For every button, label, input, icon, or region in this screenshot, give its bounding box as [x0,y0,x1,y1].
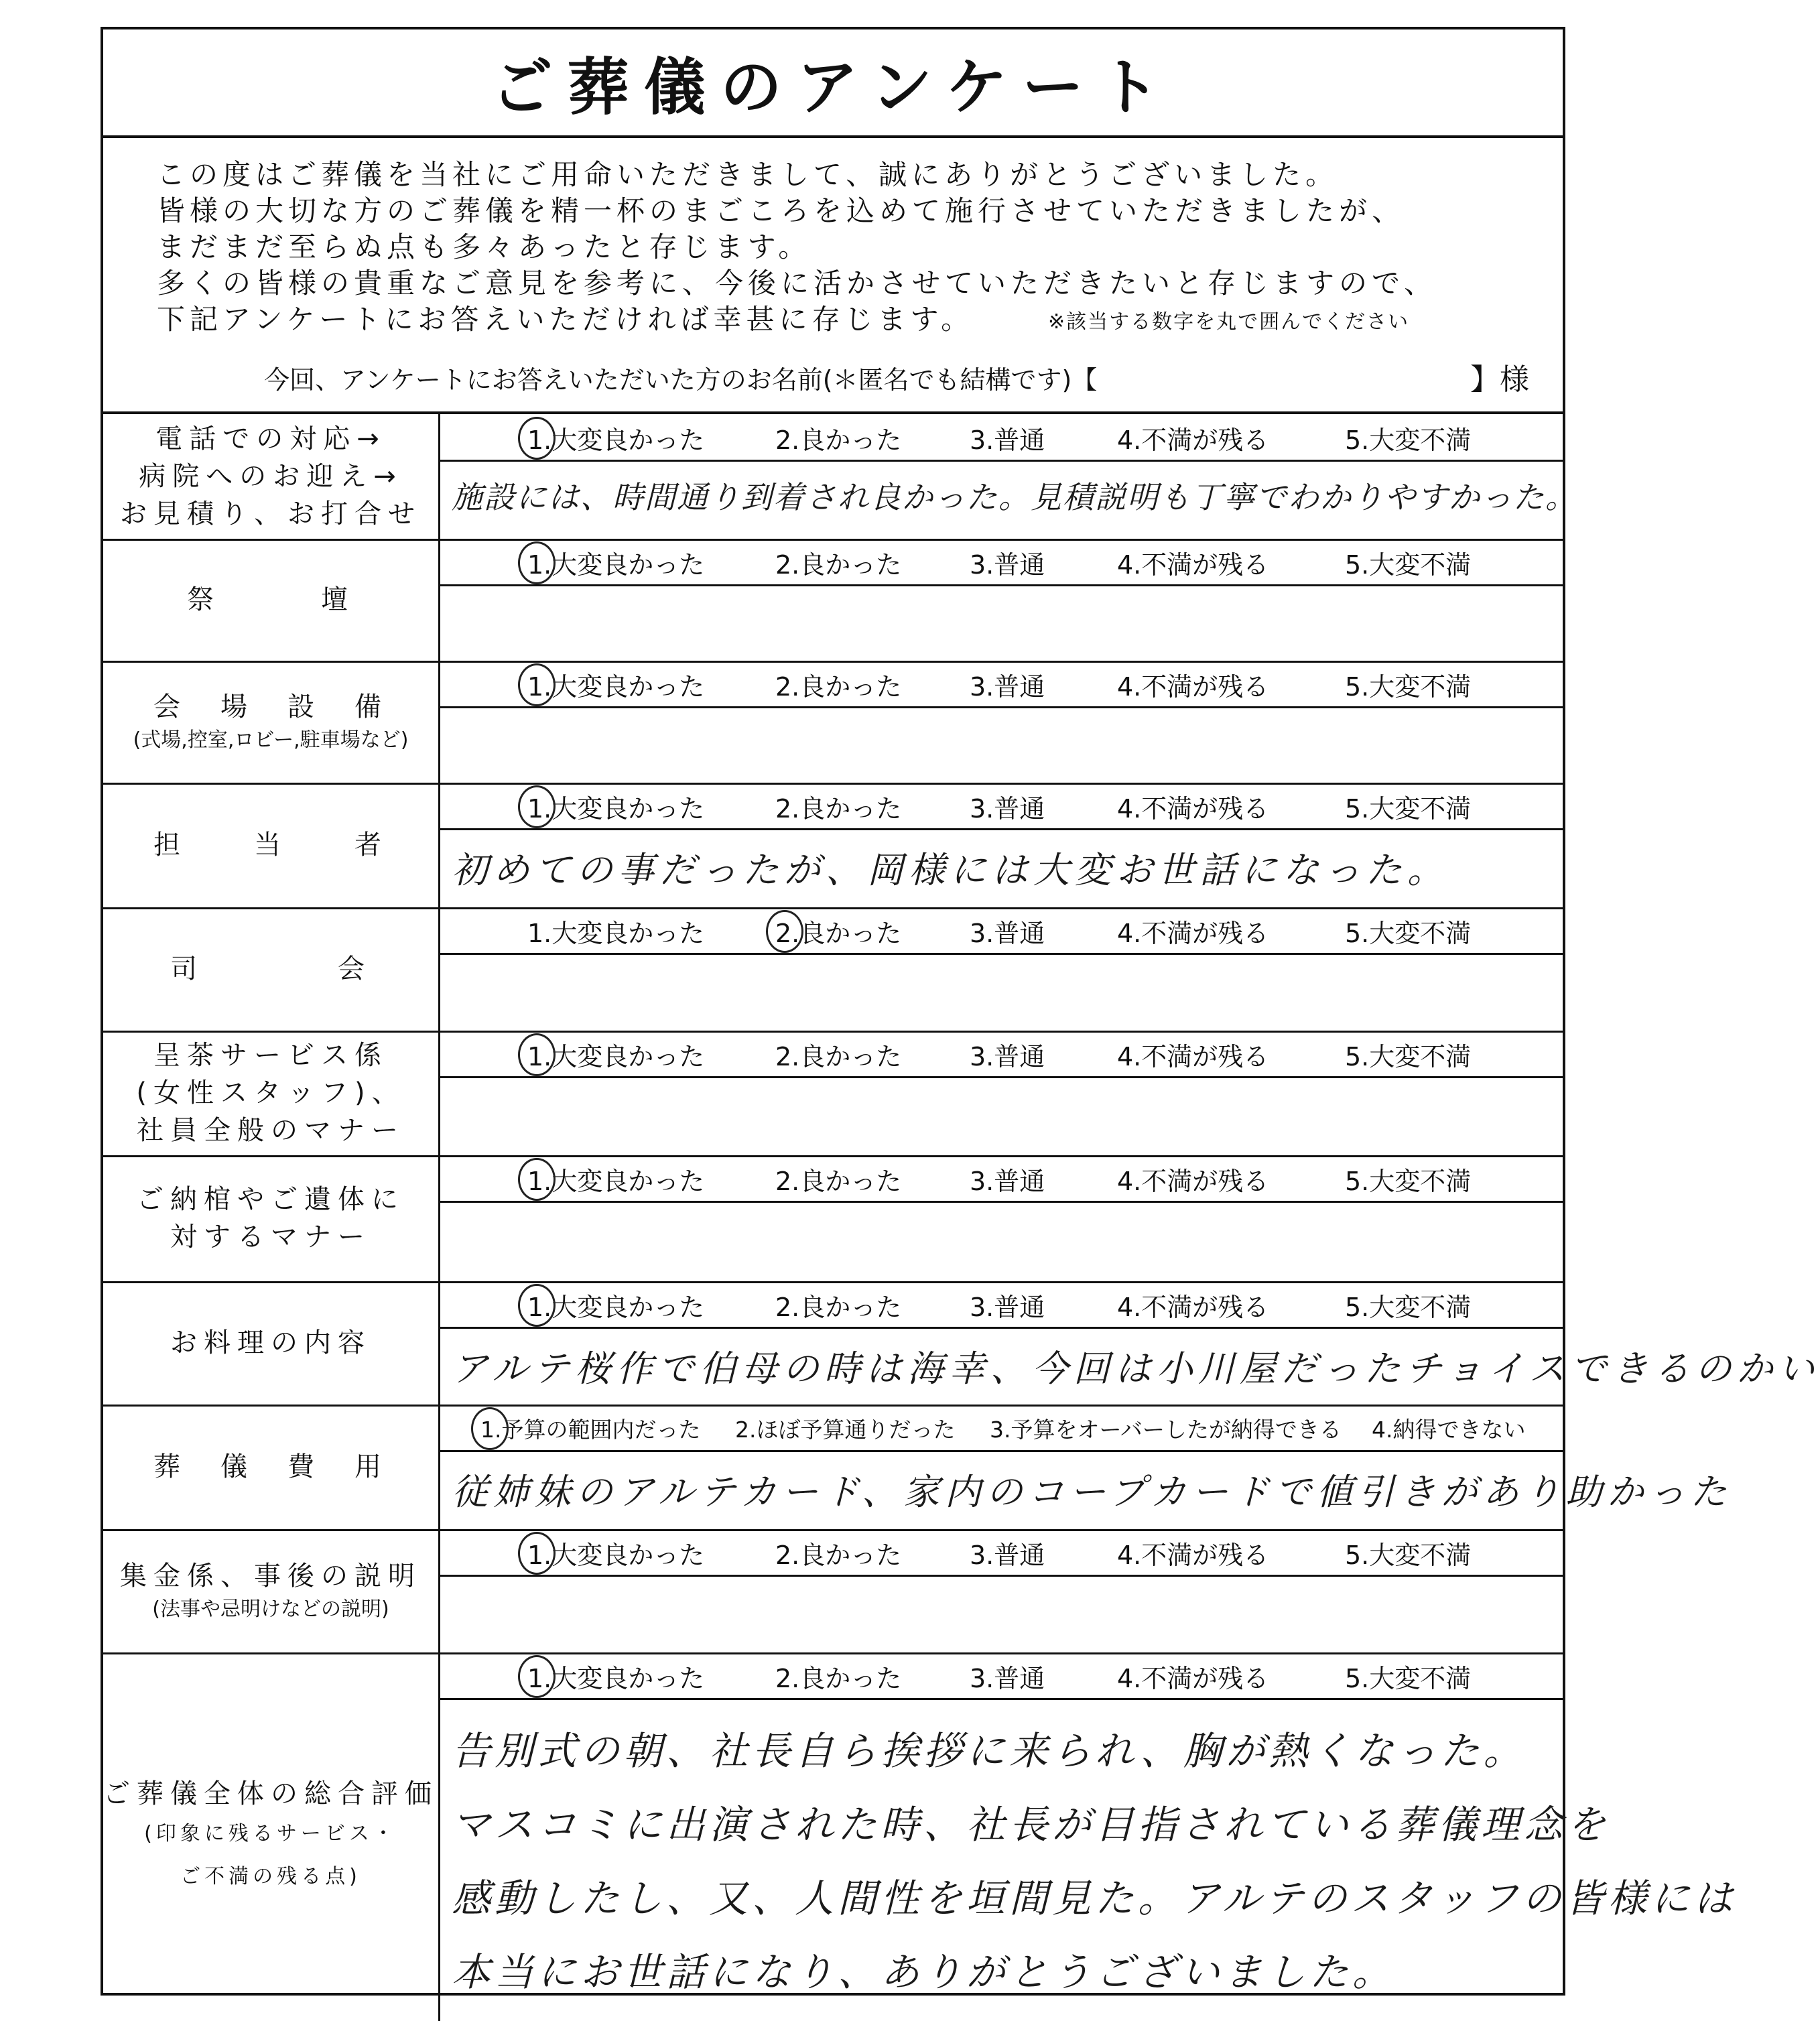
rating-option-2[interactable]: 2.良かった [775,919,902,948]
question-label-line: お見積り、お打合せ [120,499,421,529]
rating-options [440,1652,1563,1700]
rating-option-5[interactable]: 5.大変不満 [1345,550,1472,580]
survey-form [101,27,1820,1996]
rating-option-3[interactable]: 3.普通 [970,426,1045,455]
handwritten-comment-line: 感動したし、又、人間性を垣間見た。アルテのスタッフの皆様には [452,1876,1737,1921]
rating-option-1[interactable]: 1.予算の範囲内だった [480,1417,701,1443]
rating-option-1[interactable]: 1.大変良かった [527,672,705,702]
question-row [103,907,1563,1033]
rating-option-1[interactable]: 1.大変良かった [527,426,705,455]
rating-option-4[interactable]: 4.不満が残る [1117,426,1269,455]
selected-circle-mark [471,1407,509,1450]
question-row [103,1281,1820,1407]
intro-line: まだまだ至らぬ点も多々あったと存じます。 [157,231,811,263]
rating-option-4[interactable]: 4.不満が残る [1117,794,1269,824]
question-label-line: 祭 壇 [187,584,354,615]
rating-options [440,1155,1563,1203]
selected-circle-mark [518,1284,556,1327]
rating-option-2[interactable]: 2.良かった [775,1042,902,1071]
question-label [103,661,440,783]
rating-option-3[interactable]: 3.普通 [970,672,1045,702]
rating-option-3[interactable]: 3.予算をオーバーしたが納得できる [990,1417,1342,1443]
rating-option-1[interactable]: 1.大変良かった [527,1042,705,1071]
rating-option-4[interactable]: 4.不満が残る [1117,1042,1269,1071]
rating-option-1[interactable]: 1.大変良かった [527,1541,705,1570]
selected-circle-mark [518,1655,556,1698]
question-row [103,414,1577,541]
rating-option-3[interactable]: 3.普通 [970,1293,1045,1322]
selected-circle-mark [518,1033,556,1076]
rating-option-1[interactable]: 1.大変良かった [527,1293,705,1322]
question-label [103,539,440,661]
question-label [103,1031,440,1155]
rating-option-5[interactable]: 5.大変不満 [1345,1541,1472,1570]
selected-circle-mark [518,1158,556,1201]
selected-circle-mark [518,663,556,706]
rating-option-3[interactable]: 3.普通 [970,1541,1045,1570]
rating-option-4[interactable]: 4.不満が残る [1117,550,1269,580]
selected-circle-mark [518,417,556,460]
question-row [103,1529,1563,1654]
question-sublabel: (法事や忌明けなどの説明) [152,1598,389,1621]
question-label-line: ご葬儀全体の総合評価 [103,1778,438,1809]
rating-option-4[interactable]: 4.不満が残る [1117,919,1269,948]
rating-option-5[interactable]: 5.大変不満 [1345,794,1472,824]
rating-options [440,661,1563,708]
rating-option-3[interactable]: 3.普通 [970,550,1045,580]
rating-option-5[interactable]: 5.大変不満 [1345,1042,1472,1071]
rating-options [440,539,1563,586]
question-row [103,661,1563,785]
rating-option-1[interactable]: 1.大変良かった [527,550,705,580]
question-label-line: 集金係、事後の説明 [120,1561,421,1591]
rating-option-3[interactable]: 3.普通 [970,1664,1045,1693]
rating-option-4[interactable]: 4.納得できない [1372,1417,1526,1443]
rating-option-1[interactable]: 1.大変良かった [527,1167,705,1196]
name-field[interactable] [264,359,1537,396]
rating-option-1[interactable]: 1.大変良かった [527,794,705,824]
question-row [103,1031,1563,1157]
rating-option-3[interactable]: 3.普通 [970,1167,1045,1196]
page-title: ご葬儀のアンケート [491,52,1175,123]
handwritten-comment: 初めての事だったが、岡様には大変お世話になった。 [452,849,1449,891]
question-label-line: 病院へのお迎え→ [139,461,403,492]
intro-text [157,157,1536,338]
rating-option-5[interactable]: 5.大変不満 [1345,426,1472,455]
question-label-line: 対するマナー [170,1222,371,1252]
question-label [103,907,440,1031]
rating-option-4[interactable]: 4.不満が残る [1117,1293,1269,1322]
rating-options [440,1529,1563,1577]
rating-option-2[interactable]: 2.良かった [775,794,902,824]
rating-options [440,783,1563,830]
question-label-line: 司 会 [170,954,371,984]
question-row [103,539,1563,663]
question-label-line: 電話での対応→ [155,423,386,454]
rating-option-2[interactable]: 2.良かった [775,1167,902,1196]
question-label-line: 社員全般のマナー [137,1115,405,1146]
rating-option-4[interactable]: 4.不満が残る [1117,1167,1269,1196]
rating-option-4[interactable]: 4.不満が残る [1117,1541,1269,1570]
rating-option-3[interactable]: 3.普通 [970,919,1045,948]
rating-options [440,414,1563,462]
rating-option-1[interactable]: 1.大変良かった [527,919,705,948]
question-row [103,1405,1732,1531]
rating-options [440,1031,1563,1078]
rating-option-5[interactable]: 5.大変不満 [1345,672,1472,702]
question-row [103,783,1563,909]
rating-options [440,1281,1563,1329]
question-label-line: (女性スタッフ)、 [136,1078,405,1108]
selected-circle-mark [518,785,556,828]
question-label-line: 呈茶サービス係 [153,1040,388,1071]
question-label [103,1155,440,1281]
rating-option-2[interactable]: 2.良かった [775,1293,902,1322]
intro-line: この度はご葬儀を当社にご用命いただきまして、誠にありがとうございました。 [157,158,1339,191]
rating-option-3[interactable]: 3.普通 [970,1042,1045,1071]
name-label: 今回、アンケートにお答えいただいた方のお名前(＊匿名でも結構です)【 [264,365,1098,395]
question-sublabel: ご不満の残る点) [180,1865,361,1888]
selected-circle-mark [766,910,803,953]
rating-option-4[interactable]: 4.不満が残る [1117,1664,1269,1693]
instruction-note: ※該当する数字を丸で囲んでください [1048,310,1410,334]
question-label [103,783,440,907]
rating-option-1[interactable]: 1.大変良かった [527,1664,705,1693]
question-label-line: 葬 儀 費 用 [153,1451,388,1482]
rating-option-2[interactable]: 2.良かった [775,672,902,702]
selected-circle-mark [518,1532,556,1575]
rating-option-2[interactable]: 2.ほぼ予算通りだった [735,1417,956,1443]
rating-option-5[interactable]: 5.大変不満 [1345,1293,1472,1322]
rating-option-4[interactable]: 4.不満が残る [1117,672,1269,702]
question-label [103,1652,440,2021]
intro-line: 多くの皆様の貴重なご意見を参考に、今後に活かさせていただきたいと存じますので、 [157,267,1437,300]
rating-option-5[interactable]: 5.大変不満 [1345,919,1472,948]
rating-option-2[interactable]: 2.良かった [775,550,902,580]
question-label-line: お料理の内容 [170,1327,371,1358]
rating-option-5[interactable]: 5.大変不満 [1345,1167,1472,1196]
rating-option-5[interactable]: 5.大変不満 [1345,1664,1472,1693]
question-label-line: 会 場 設 備 [153,692,388,722]
selected-circle-mark [518,541,556,584]
rating-options [440,907,1563,955]
question-sublabel: (印象に残るサービス・ [144,1822,397,1845]
intro-line: 下記アンケートにお答えいただければ幸甚に存じます。 [157,303,974,336]
rating-option-2[interactable]: 2.良かった [775,1664,902,1693]
question-label [103,1281,440,1405]
handwritten-comment-line: マスコミに出演された時、社長が目指されている葬儀理念を [452,1802,1610,1847]
question-row [103,1155,1563,1283]
handwritten-comment-line: 告別式の朝、社長自ら挨拶に来られ、胸が熱くなった。 [452,1728,1526,1774]
question-label-line: ご納棺やご遺体に [137,1184,405,1215]
handwritten-comment-line: 本当にお世話になり、ありがとうございました。 [452,1949,1396,1995]
question-label [103,1405,440,1529]
question-table [103,411,1820,1995]
question-label [103,414,440,539]
question-row [103,1652,1737,2021]
question-sublabel: (式場,控室,ロビー,駐車場など) [133,728,409,752]
intro-line: 皆様の大切な方のご葬儀を精一杯のまごころを込めて施行させていただきましたが、 [157,194,1405,227]
rating-option-2[interactable]: 2.良かった [775,1541,902,1570]
question-label [103,1529,440,1652]
rating-option-3[interactable]: 3.普通 [970,794,1045,824]
handwritten-comment: アルテ桜作で伯母の時は海幸、今回は小川屋だったチョイスできるのかい [452,1348,1820,1390]
title-bar [103,29,1563,138]
rating-options [440,1405,1563,1452]
question-label-line: 担 当 者 [153,830,388,860]
name-suffix: 】様 [1470,363,1529,397]
rating-option-2[interactable]: 2.良かった [775,426,902,455]
handwritten-comment: 従姉妹のアルテカード、家内のコープカードで値引きがあり助かった [452,1471,1732,1513]
handwritten-comment: 施設には、時間通り到着され良かった。見積説明も丁寧でわかりやすかった。 [452,479,1577,515]
